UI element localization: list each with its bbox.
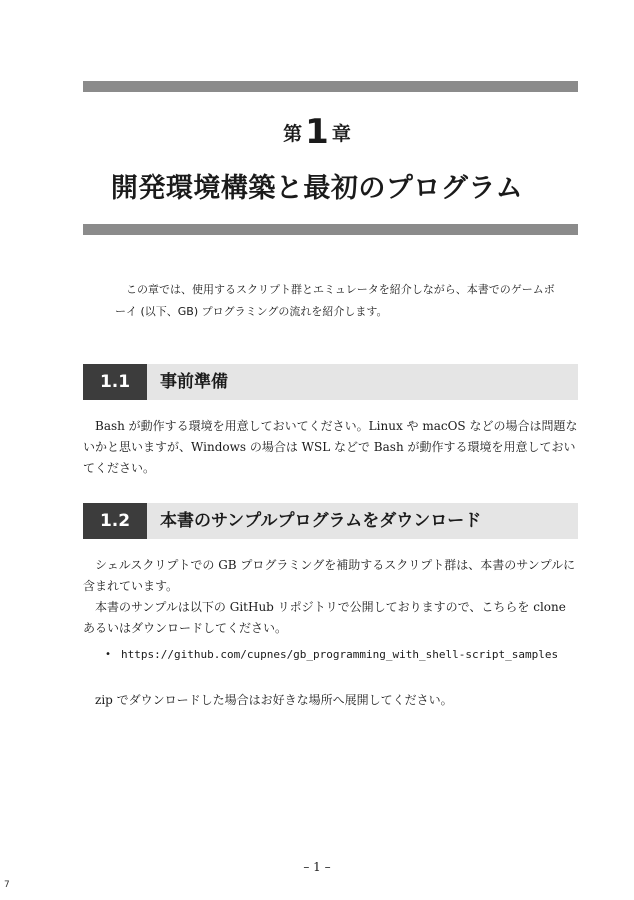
section-1-2-paragraph-1: シェルスクリプトでの GB プログラミングを補助するスクリプト群は、本書のサンプルに含まれています。 [83,558,576,593]
chapter-title: 開発環境構築と最初のプログラム [110,173,524,204]
chapter-number [0,112,634,152]
section-title: 事前準備 [160,372,228,392]
chapter-rule-top [83,81,578,92]
chapter-number-digit: 1 [305,112,329,152]
section-1-1-paragraph: Bash が動作する環境を用意しておいてください。Linux や macOS などの場合は問題ないかと思いますが、Windows の場合は WSL などで Bash が動作する環境を用意しておいてください。 [83,419,578,475]
chapter-intro: この章では、使用するスクリプト群とエミュレータを紹介しながら、本書でのゲームボーイ (以下、GB) プログラミングの流れを紹介します。 [115,283,555,318]
section-heading-1-1 [83,364,578,400]
section-heading-1-2 [83,503,578,539]
chapter-suffix: 章 [331,123,351,145]
chapter-rule-bottom [83,224,578,235]
section-number: 1.2 [83,503,147,539]
section-1-2-paragraph-3: zip でダウンロードした場合はお好きな場所へ展開してください。 [95,693,453,707]
corner-page-mark: 7 [4,880,10,890]
chapter-prefix: 第 [283,123,303,145]
page-number: – 1 – [303,860,331,874]
section-1-2-paragraph-2: 本書のサンプルは以下の GitHub リポジトリで公開しておりますので、こちらを clone あるいはダウンロードしてください。 [83,600,566,635]
section-number: 1.1 [83,364,147,400]
section-title: 本書のサンプルプログラムをダウンロード [160,511,482,531]
repository-url-link[interactable]: https://github.com/cupnes/gb_programming_with_shell-script_samples [121,648,559,661]
bullet-marker: • [105,649,112,660]
